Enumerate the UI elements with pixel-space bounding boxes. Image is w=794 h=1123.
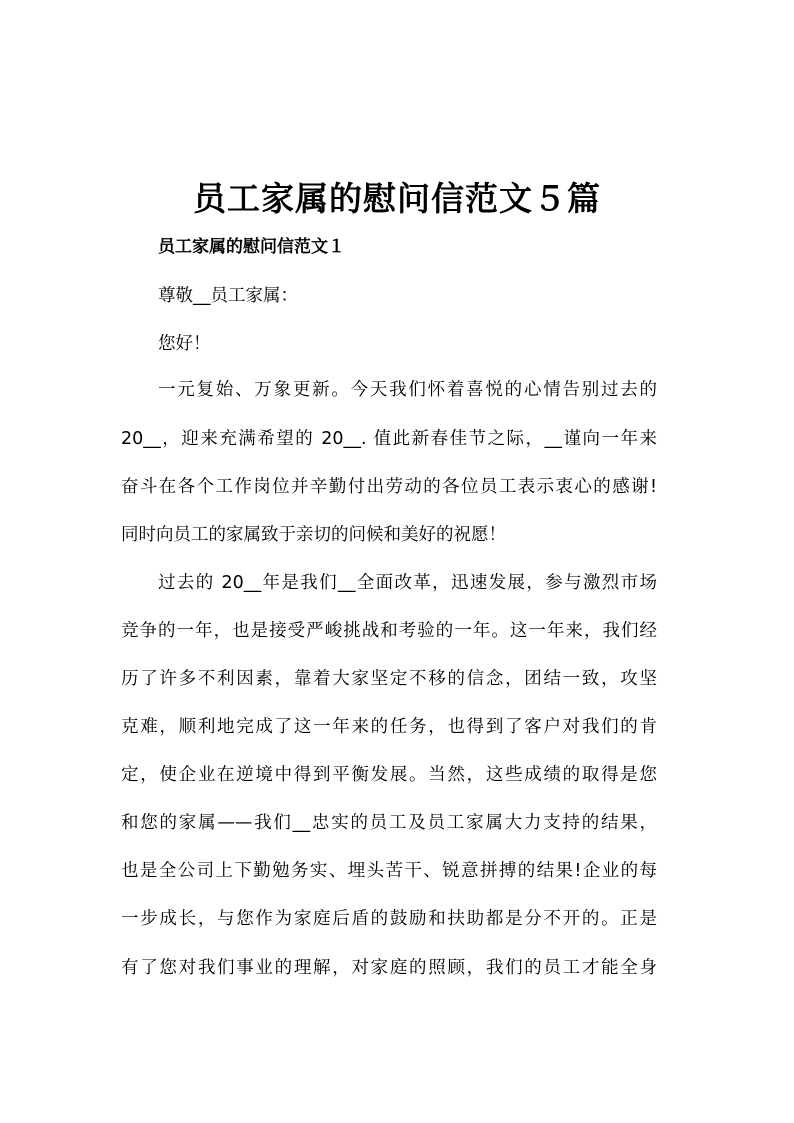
paragraph-2-line-7: 也是全公司上下勤勉务实、埋头苦干、锐意拼搏的结果!企业的每	[121, 861, 657, 881]
paragraph-2-line-3: 历了许多不利因素，靠着大家坚定不移的信念，团结一致，攻坚	[121, 669, 657, 689]
paragraph-1-line-4: 同时向员工的家属致于亲切的问候和美好的祝愿！	[121, 525, 506, 545]
paragraph-2-line-2: 竞争的一年，也是接受严峻挑战和考验的一年。这一年来，我们经	[121, 621, 657, 641]
paragraph-2-line-9: 有了您对我们事业的理解，对家庭的照顾，我们的员工才能全身	[121, 958, 657, 978]
paragraph-2-line-1: 过去的 20__年是我们__全面改革，迅速发展，参与激烈市场	[158, 573, 657, 593]
paragraph-2-line-4: 克难，顺利地完成了这一年来的任务，也得到了客户对我们的肯	[121, 717, 657, 737]
paragraph-1-line-2: 20__，迎来充满希望的 20__. 值此新春佳节之际，__谨向一年来	[121, 429, 657, 449]
paragraph-2-line-8: 一步成长，与您作为家庭后盾的鼓励和扶助都是分不开的。正是	[121, 909, 657, 929]
paragraph-1-line-3: 奋斗在各个工作岗位并辛勤付出劳动的各位员工表示衷心的感谢!	[121, 477, 657, 497]
section-heading: 员工家属的慰问信范文１	[158, 237, 345, 257]
salutation: 尊敬__员工家属：	[158, 286, 298, 306]
document-title: 员工家属的慰问信范文５篇	[193, 179, 601, 218]
paragraph-1-line-1: 一元复始、万象更新。今天我们怀着喜悦的心情告别过去的	[158, 380, 657, 400]
paragraph-2-line-6: 和您的家属——我们__忠实的员工及员工家属大力支持的结果，	[121, 813, 657, 833]
greeting: 您好！	[158, 334, 211, 354]
paragraph-2-line-5: 定，使企业在逆境中得到平衡发展。当然，这些成绩的取得是您	[121, 765, 657, 785]
